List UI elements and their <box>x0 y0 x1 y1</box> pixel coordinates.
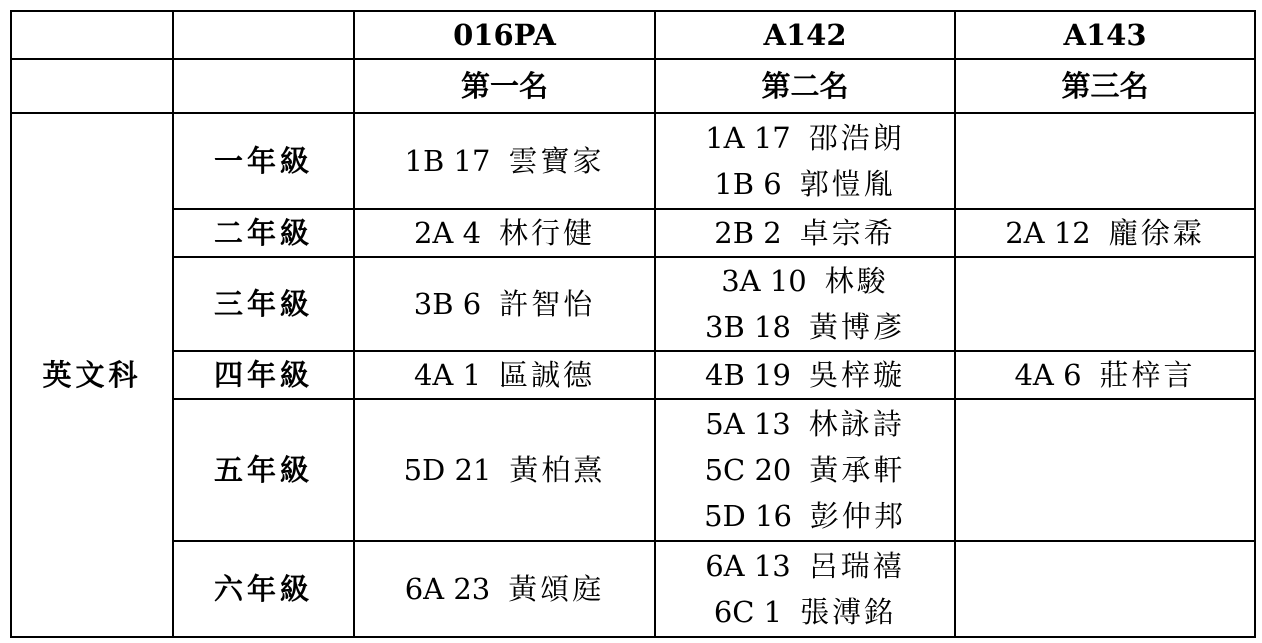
student-name: 龐徐霖 <box>1108 216 1205 250</box>
class-number: 5D 21 <box>403 453 492 487</box>
student-name: 許智怡 <box>499 287 596 321</box>
class-number: 1B 17 <box>404 144 491 178</box>
winner-entry <box>355 352 654 398</box>
grade-label: 一年級 <box>173 113 354 209</box>
class-number: 3B 18 <box>705 310 791 344</box>
grade-label: 三年級 <box>173 257 354 351</box>
class-number: 1B 6 <box>714 167 782 201</box>
class-number: 4A 6 <box>1014 358 1082 392</box>
student-name: 黃頌庭 <box>508 572 605 606</box>
class-number: 5D 16 <box>704 499 792 533</box>
grade-label: 六年級 <box>173 541 354 637</box>
grade-label: 四年級 <box>173 351 354 399</box>
grade-label: 五年級 <box>173 399 354 541</box>
code-header: 016PA <box>354 11 655 59</box>
class-number: 5A 13 <box>705 407 791 441</box>
corner-cell <box>11 59 173 113</box>
class-number: 2B 2 <box>714 216 782 250</box>
winner-entry <box>656 210 954 256</box>
winner-cell-first <box>354 113 655 209</box>
winner-cell-second <box>655 113 955 209</box>
grade-row <box>11 351 1255 399</box>
winner-entry <box>355 281 654 327</box>
class-number: 2A 4 <box>413 216 482 250</box>
student-name: 林詠詩 <box>808 407 905 441</box>
class-number: 6C 1 <box>713 595 783 629</box>
header-row-codes <box>11 11 1255 59</box>
winner-cell-second <box>655 209 955 257</box>
student-name: 區誠德 <box>499 358 596 392</box>
winner-cell-first <box>354 257 655 351</box>
grade-row <box>11 209 1255 257</box>
winner-entry <box>355 138 654 184</box>
student-name: 黃柏熹 <box>509 453 606 487</box>
winner-cell-third <box>955 113 1255 209</box>
winner-entry <box>355 447 654 493</box>
class-number: 4B 19 <box>705 358 791 392</box>
winner-entry <box>355 566 654 612</box>
student-name: 林行健 <box>499 216 596 250</box>
grade-row <box>11 541 1255 637</box>
winner-cell-second <box>655 399 955 541</box>
student-name: 雲寶家 <box>508 144 605 178</box>
winner-cell-first <box>354 399 655 541</box>
winner-entry <box>656 304 954 350</box>
awards-table <box>10 10 1256 638</box>
winner-entry <box>355 210 654 256</box>
winner-cell-first <box>354 541 655 637</box>
winner-cell-first <box>354 351 655 399</box>
winner-cell-second <box>655 351 955 399</box>
winner-cell-third <box>955 351 1255 399</box>
class-number: 5C 20 <box>704 453 792 487</box>
winner-cell-second <box>655 541 955 637</box>
student-name: 莊梓言 <box>1099 358 1196 392</box>
student-name: 黃承軒 <box>809 453 906 487</box>
class-number: 3A 10 <box>721 264 807 298</box>
winner-entry <box>656 543 954 589</box>
winner-entry <box>656 493 954 539</box>
winner-cell-first <box>354 209 655 257</box>
winner-entry <box>656 161 954 207</box>
student-name: 郭愷胤 <box>799 167 896 201</box>
class-number: 3B 6 <box>413 287 482 321</box>
rank-header: 第三名 <box>955 59 1255 113</box>
winner-cell-third <box>955 541 1255 637</box>
class-number: 4A 1 <box>413 358 482 392</box>
class-number: 2A 12 <box>1005 216 1091 250</box>
corner-cell <box>11 11 173 59</box>
winner-entry <box>656 447 954 493</box>
rank-header: 第二名 <box>655 59 955 113</box>
winner-entry <box>656 589 954 635</box>
grade-row <box>11 399 1255 541</box>
grade-label: 二年級 <box>173 209 354 257</box>
winner-entry <box>956 210 1254 256</box>
winner-entry <box>656 401 954 447</box>
student-name: 黃博彥 <box>808 310 905 344</box>
winner-cell-second <box>655 257 955 351</box>
subject-cell: 英文科 <box>11 113 173 637</box>
grade-rows <box>11 113 1255 637</box>
class-number: 6A 23 <box>404 572 491 606</box>
code-header: A142 <box>655 11 955 59</box>
winner-cell-third <box>955 399 1255 541</box>
winner-entry <box>656 352 954 398</box>
corner-cell <box>173 11 354 59</box>
winner-entry <box>656 258 954 304</box>
grade-row <box>11 113 1255 209</box>
rank-header: 第一名 <box>354 59 655 113</box>
class-number: 6A 13 <box>705 549 791 583</box>
header-row-ranks <box>11 59 1255 113</box>
winner-cell-third <box>955 257 1255 351</box>
student-name: 張溥銘 <box>800 595 897 629</box>
student-name: 邵浩朗 <box>808 121 905 155</box>
winner-cell-third <box>955 209 1255 257</box>
corner-cell <box>173 59 354 113</box>
grade-row <box>11 257 1255 351</box>
code-header: A143 <box>955 11 1255 59</box>
winner-entry <box>656 115 954 161</box>
student-name: 吳梓璇 <box>808 358 905 392</box>
student-name: 呂瑞禧 <box>808 549 905 583</box>
student-name: 彭仲邦 <box>809 499 906 533</box>
student-name: 林駿 <box>824 264 889 298</box>
student-name: 卓宗希 <box>799 216 896 250</box>
class-number: 1A 17 <box>705 121 791 155</box>
winner-entry <box>956 352 1254 398</box>
